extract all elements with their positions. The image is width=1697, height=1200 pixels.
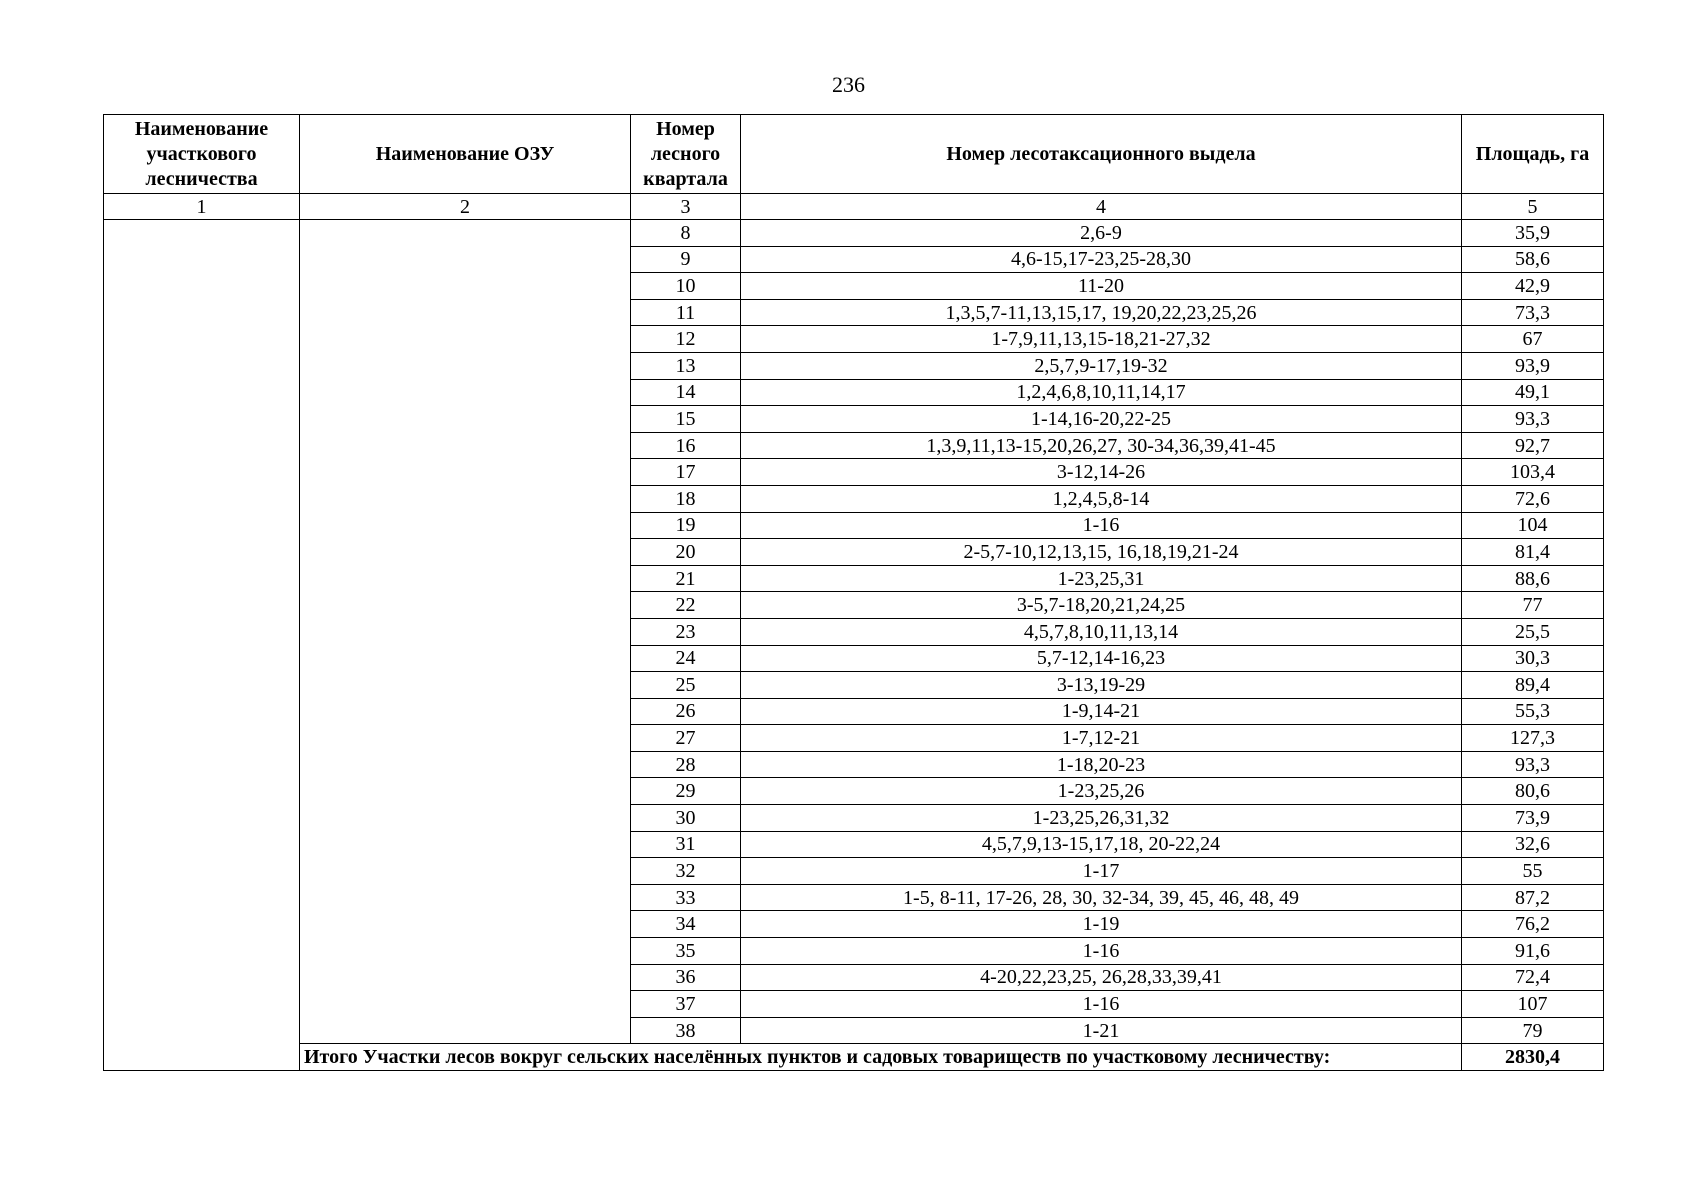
plot-numbers-cell: 1,3,5,7-11,13,15,17, 19,20,22,23,25,26 [741,299,1462,326]
plot-numbers-cell: 3-13,19-29 [741,672,1462,699]
plot-numbers-cell: 2,5,7,9-17,19-32 [741,352,1462,379]
column-number: 3 [631,194,741,220]
column-number: 2 [300,194,631,220]
area-cell: 77 [1462,592,1604,619]
area-cell: 104 [1462,512,1604,539]
plot-numbers-cell: 3-5,7-18,20,21,24,25 [741,592,1462,619]
plot-numbers-cell: 5,7-12,14-16,23 [741,645,1462,672]
column-number: 1 [104,194,300,220]
forest-plots-table [103,114,1604,1071]
column-number: 4 [741,194,1462,220]
header-ozu-name: Наименование ОЗУ [300,115,631,194]
area-cell: 89,4 [1462,672,1604,699]
area-cell: 35,9 [1462,220,1604,247]
quarter-number-cell: 11 [631,299,741,326]
plot-numbers-cell: 2,6-9 [741,220,1462,247]
plot-numbers-cell: 1,2,4,6,8,10,11,14,17 [741,379,1462,406]
quarter-number-cell: 30 [631,805,741,832]
quarter-number-cell: 25 [631,672,741,699]
area-cell: 32,6 [1462,831,1604,858]
plot-numbers-cell: 1-23,25,26 [741,778,1462,805]
plot-numbers-cell: 1-17 [741,858,1462,885]
area-cell: 91,6 [1462,938,1604,965]
area-cell: 30,3 [1462,645,1604,672]
quarter-number-cell: 22 [631,592,741,619]
area-cell: 81,4 [1462,539,1604,566]
quarter-number-cell: 20 [631,539,741,566]
plot-numbers-cell: 1-19 [741,911,1462,938]
plot-numbers-cell: 4,5,7,9,13-15,17,18, 20-22,24 [741,831,1462,858]
quarter-number-cell: 14 [631,379,741,406]
area-cell: 76,2 [1462,911,1604,938]
column-number-row [104,194,1604,220]
quarter-number-cell: 31 [631,831,741,858]
quarter-number-cell: 32 [631,858,741,885]
plot-numbers-cell: 1,2,4,5,8-14 [741,485,1462,512]
quarter-number-cell: 26 [631,698,741,725]
plot-numbers-cell: 1,3,9,11,13-15,20,26,27, 30-34,36,39,41-45 [741,432,1462,459]
header-quarter-number: Номер лесного квартала [631,115,741,194]
quarter-number-cell: 38 [631,1017,741,1044]
area-cell: 93,3 [1462,406,1604,433]
quarter-number-cell: 34 [631,911,741,938]
quarter-number-cell: 33 [631,884,741,911]
plot-numbers-cell: 1-7,9,11,13,15-18,21-27,32 [741,326,1462,353]
quarter-number-cell: 16 [631,432,741,459]
page-number: 236 [832,72,865,97]
header-area: Площадь, га [1462,115,1604,194]
header-row [104,115,1604,194]
quarter-number-cell: 35 [631,938,741,965]
area-cell: 103,4 [1462,459,1604,486]
plot-numbers-cell: 1-23,25,31 [741,565,1462,592]
plot-numbers-cell: 1-18,20-23 [741,751,1462,778]
total-row [104,1044,1604,1071]
ozu-name-cell [300,220,631,1044]
area-cell: 49,1 [1462,379,1604,406]
plot-numbers-cell: 4-20,22,23,25, 26,28,33,39,41 [741,964,1462,991]
area-cell: 42,9 [1462,273,1604,300]
area-cell: 67 [1462,326,1604,353]
area-cell: 73,9 [1462,805,1604,832]
quarter-number-cell: 23 [631,618,741,645]
area-cell: 72,6 [1462,485,1604,512]
plot-numbers-cell: 1-16 [741,938,1462,965]
quarter-number-cell: 17 [631,459,741,486]
plot-numbers-cell: 2-5,7-10,12,13,15, 16,18,19,21-24 [741,539,1462,566]
area-cell: 93,9 [1462,352,1604,379]
quarter-number-cell: 13 [631,352,741,379]
plot-numbers-cell: 1-9,14-21 [741,698,1462,725]
plot-numbers-cell: 1-16 [741,512,1462,539]
quarter-number-cell: 21 [631,565,741,592]
area-cell: 72,4 [1462,964,1604,991]
quarter-number-cell: 24 [631,645,741,672]
area-cell: 80,6 [1462,778,1604,805]
plot-numbers-cell: 1-14,16-20,22-25 [741,406,1462,433]
header-plot-numbers: Номер лесотаксационного выдела [741,115,1462,194]
quarter-number-cell: 28 [631,751,741,778]
area-cell: 93,3 [1462,751,1604,778]
plot-numbers-cell: 1-5, 8-11, 17-26, 28, 30, 32-34, 39, 45, 46, 48, 49 [741,884,1462,911]
area-cell: 107 [1462,991,1604,1018]
area-cell: 25,5 [1462,618,1604,645]
quarter-number-cell: 37 [631,991,741,1018]
area-cell: 55,3 [1462,698,1604,725]
quarter-number-cell: 8 [631,220,741,247]
plot-numbers-cell: 1-21 [741,1017,1462,1044]
total-label: Итого Участки лесов вокруг сельских населённых пунктов и садовых товариществ по участковому лесничеству: [300,1044,1462,1071]
plot-numbers-cell: 4,6-15,17-23,25-28,30 [741,246,1462,273]
forestry-name-cell [104,220,300,1071]
area-cell: 127,3 [1462,725,1604,752]
column-number: 5 [1462,194,1604,220]
header-forestry-name: Наименование участкового лесничества [104,115,300,194]
quarter-number-cell: 18 [631,485,741,512]
quarter-number-cell: 27 [631,725,741,752]
total-value: 2830,4 [1462,1044,1604,1071]
area-cell: 88,6 [1462,565,1604,592]
table-row [104,220,1604,247]
area-cell: 58,6 [1462,246,1604,273]
quarter-number-cell: 15 [631,406,741,433]
quarter-number-cell: 29 [631,778,741,805]
plot-numbers-cell: 1-23,25,26,31,32 [741,805,1462,832]
plot-numbers-cell: 1-7,12-21 [741,725,1462,752]
quarter-number-cell: 10 [631,273,741,300]
quarter-number-cell: 19 [631,512,741,539]
area-cell: 79 [1462,1017,1604,1044]
area-cell: 73,3 [1462,299,1604,326]
area-cell: 87,2 [1462,884,1604,911]
plot-numbers-cell: 3-12,14-26 [741,459,1462,486]
plot-numbers-cell: 4,5,7,8,10,11,13,14 [741,618,1462,645]
quarter-number-cell: 36 [631,964,741,991]
quarter-number-cell: 12 [631,326,741,353]
area-cell: 92,7 [1462,432,1604,459]
quarter-number-cell: 9 [631,246,741,273]
plot-numbers-cell: 1-16 [741,991,1462,1018]
plot-numbers-cell: 11-20 [741,273,1462,300]
area-cell: 55 [1462,858,1604,885]
